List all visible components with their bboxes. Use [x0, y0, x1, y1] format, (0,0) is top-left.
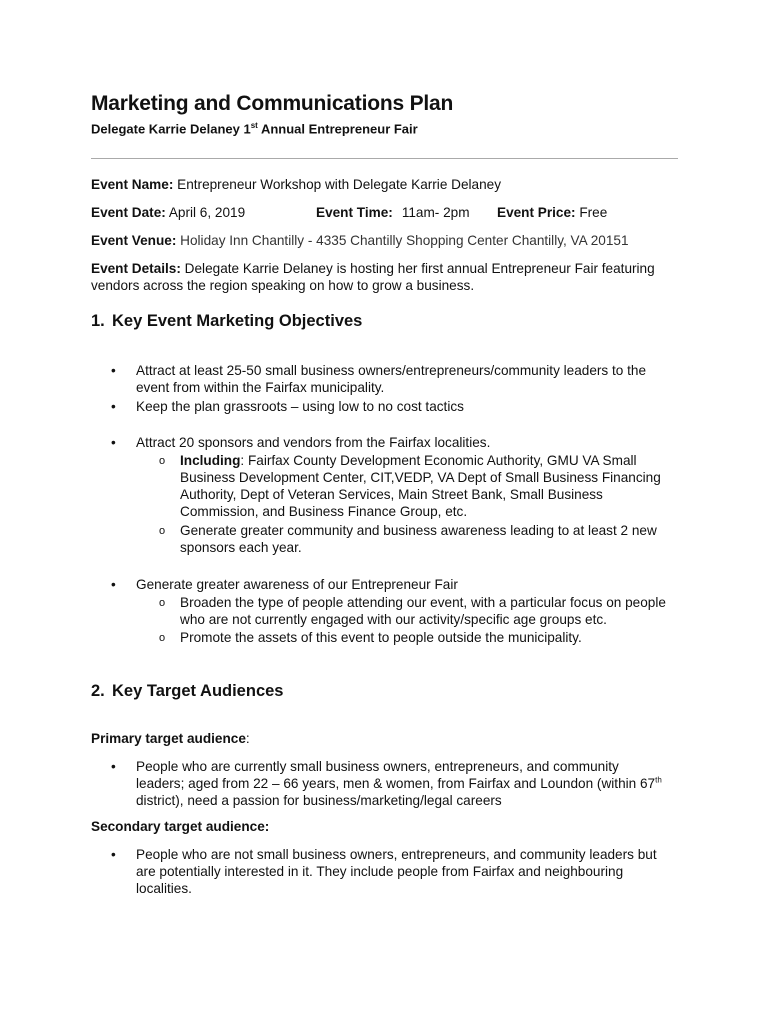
bullet-icon: •: [111, 847, 116, 862]
event-time-value: 11am- 2pm: [401, 205, 470, 220]
sub-bullet-icon: o: [159, 632, 166, 644]
subtitle-text-end: Annual Entrepreneur Fair: [257, 121, 418, 137]
section-heading-text: Key Event Marketing Objectives: [112, 312, 363, 330]
list-item-text: People who are not small business owners, entrepreneurs, and community leaders but: [136, 847, 657, 862]
list-item-text: are potentially interested in it. They include people from Fairfax and neighbouring: [136, 864, 624, 879]
event-name-value: Entrepreneur Workshop with Delegate Karrie Delaney: [173, 177, 502, 192]
event-venue-value: Holiday Inn Chantilly - 4335 Chantilly Shopping Center Chantilly, VA 20151: [176, 233, 629, 248]
section-heading-audiences: [91, 682, 283, 701]
sub-list-item-text: Authority, Dept of Veteran Services, Main Street Bank, Small Business: [180, 487, 603, 502]
primary-audience-colon: :: [245, 731, 250, 746]
including-label: Including: [180, 453, 241, 468]
list-item-text: Attract at least 25-50 small business owners/entrepreneurs/community leaders to the: [136, 363, 647, 378]
sub-list-item-text: sponsors each year.: [180, 540, 302, 555]
bullet-icon: •: [111, 363, 116, 378]
list-item-text: Generate greater awareness of our Entrepreneur Fair: [136, 577, 458, 592]
sub-list-item-text: Broaden the type of people attending our event, with a particular focus on people: [180, 595, 666, 610]
event-time-label: Event Time:: [316, 205, 393, 220]
event-name-line: [91, 176, 501, 193]
section-number: 2.: [91, 682, 105, 700]
list-item-text: [136, 775, 662, 792]
section-number: 1.: [91, 312, 105, 330]
list-item-text: People who are currently small business owners, entrepreneurs, and community: [136, 759, 619, 774]
sub-list-item-text: who are not currently engaged with our activity/specific age groups etc.: [180, 612, 607, 627]
list-item-text: localities.: [136, 881, 192, 896]
sub-list-text: : Fairfax County Development Economic Authority, GMU VA Small: [240, 453, 637, 468]
event-time-line: [316, 204, 470, 221]
sub-list-item-text: Generate greater community and business awareness leading to at least 2 new: [180, 523, 657, 538]
sub-bullet-icon: o: [159, 597, 166, 609]
sub-list-item-text: [180, 452, 637, 469]
event-name-label: Event Name:: [91, 177, 174, 192]
sub-bullet-icon: o: [159, 525, 166, 537]
event-date-value: April 6, 2019: [165, 205, 246, 220]
ordinal-superscript: th: [655, 775, 662, 785]
page-subtitle: [91, 121, 418, 136]
sub-list-item-text: Promote the assets of this event to people outside the municipality.: [180, 630, 582, 645]
event-venue-line: [91, 232, 629, 249]
event-venue-label: Event Venue:: [91, 233, 177, 248]
header-divider: [91, 158, 678, 159]
section-heading-text: Key Target Audiences: [112, 682, 284, 700]
event-details-line: [91, 260, 655, 277]
event-details-label: Event Details:: [91, 261, 181, 276]
section-heading-objectives: [91, 312, 362, 331]
primary-audience-label-text: Primary target audience: [91, 731, 246, 746]
primary-audience-label: [91, 731, 250, 746]
event-price-line: [497, 204, 607, 221]
bullet-icon: •: [111, 577, 116, 592]
sub-list-item-text: Commission, and Business Finance Group, etc.: [180, 504, 468, 519]
event-date-line: [91, 204, 245, 221]
list-item-text: Attract 20 sponsors and vendors from the Fairfax localities.: [136, 435, 491, 450]
list-item-text: event from within the Fairfax municipality.: [136, 380, 385, 395]
event-date-label: Event Date:: [91, 205, 166, 220]
event-details-line-2: vendors across the region speaking on how to grow a business.: [91, 278, 475, 293]
sub-list-item-text: Business Development Center, CIT,VEDP, VA Dept of Small Business Financing: [180, 470, 661, 485]
page-title: Marketing and Communications Plan: [91, 92, 454, 115]
bullet-icon: •: [111, 759, 116, 774]
event-price-value: Free: [575, 205, 608, 220]
event-price-label: Event Price:: [497, 205, 576, 220]
bullet-icon: •: [111, 399, 116, 414]
subtitle-superscript: st: [250, 121, 258, 130]
event-details-text: Delegate Karrie Delaney is hosting her first annual Entrepreneur Fair featuring: [180, 261, 655, 276]
bullet-icon: •: [111, 435, 116, 450]
list-item-text: Keep the plan grassroots – using low to no cost tactics: [136, 399, 464, 414]
list-item-text-part: leaders; aged from 22 – 66 years, men & women, from Fairfax and Loundon (within 67: [136, 776, 656, 791]
sub-bullet-icon: o: [159, 455, 166, 467]
secondary-audience-label: Secondary target audience:: [91, 819, 270, 834]
subtitle-text: Delegate Karrie Delaney 1: [91, 121, 251, 137]
list-item-text: district), need a passion for business/marketing/legal careers: [136, 793, 502, 808]
